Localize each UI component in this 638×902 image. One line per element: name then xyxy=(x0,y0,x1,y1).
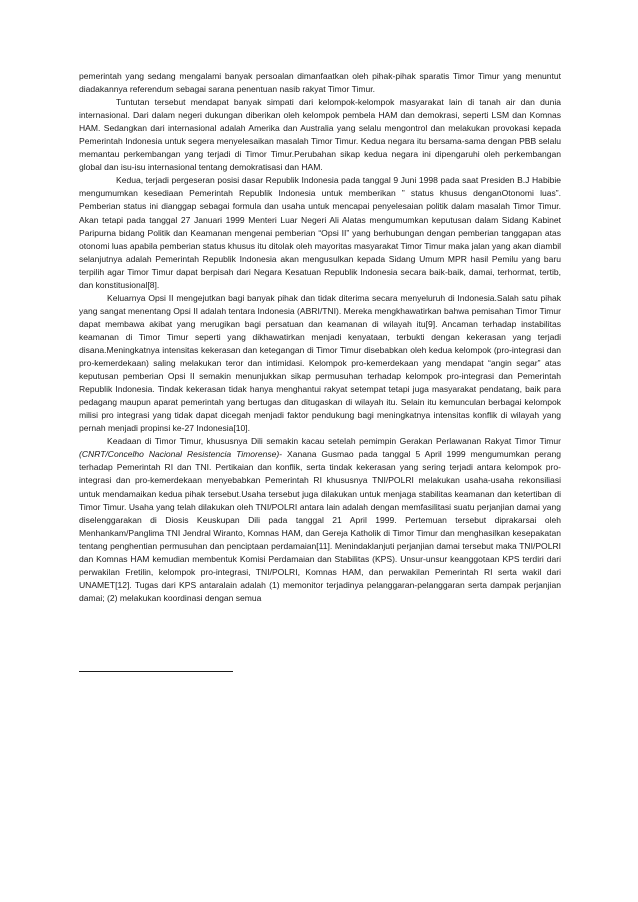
paragraph-text: pemerintah yang sedang mengalami banyak persoalan dimanfaatkan oleh pihak-pihak sparatis Timor Timur yang menuntut diadakannya referendum sebagai sarana penentuan nasib rakyat Timor Timur. xyxy=(79,71,561,95)
paragraph-1 xyxy=(79,70,561,96)
paragraph-3 xyxy=(79,174,561,291)
paragraph-text: Kedua, terjadi pergeseran posisi dasar Republik Indonesia pada tanggal 9 Juni 1998 pada saat Presiden B.J Habibie mengumumkan kesediaan Pemerintah Republik Indonesia untuk memberikan ” status khusus denganOtonomi luas”. Pemberian status ini dianggap sebagai formula dan usaha untuk mencapai penyelesaian politik dalam masalah Timor Timur. Akan tetapi pada tanggal 27 Januari 1999 Menteri Luar Negeri Ali Alatas mengumumkan keputusan dalam Sidang Kabinet Paripurna bidang Politik dan Keamanan mengenai pemberian “Opsi II” yang berhubungan dengan pemberian tanggapan atas otonomi luas apabila pemberian status khusus itu ditolak oleh mayoritas masyarakat Timor Timur maka jalan yang akan diambil selanjutnya adalah Pemerintah Republik Indonesia akan mengusulkan kepada Sidang Umum MPR hasil Pemilu yang baru terpilih agar Timor Timur dapat berpisah dari Negara Kesatuan Republik Indonesia secara baik-baik, damai, terhormat, tertib, dan konstitusional[8]. xyxy=(79,175,561,290)
paragraph-text: Keluarnya Opsi II mengejutkan bagi banyak pihak dan tidak diterima secara menyeluruh di Indonesia.Salah satu pihak yang sangat menentang Opsi II adalah tentara Indonesia (ABRI/TNI). Mereka mengkhawatirkan bahwa pemisahan Timor Timur dapat membawa akibat yang merugikan bagi persatuan dan keamanan di wilayah itu[9]. Ancaman terhadap instabilitas keamanan di Timor Timur seperti yang dikhawatirkan menjadi kenyataan, terbukti dengan kekerasan yang terjadi disana.Meningkatnya intensitas kekerasan dan ketegangan di Timor Timur disebabkan oleh kedua kelompok (pro-integrasi dan pro-kemerdekaan) saling melakukan teror dan intimidasi. Kelompok pro-kemerdekaan yang mendapat “angin segar” atas keputusan pemberian Opsi II semakin menunjukkan sikap permusuhan terhadap kelompok pro-integrasi dan Pemerintah Republik Indonesia. Tindak kekerasan tidak hanya menghantui rakyat setempat tetapi juga masyarakat pendatang, baik para pedagang maupun aparat pemerintah yang bertugas dan ditugaskan di wilayah itu. Selain itu kemunculan berbagai kelompok milisi pro integrasi yang tidak dapat dicegah menjadi faktor pendukung bagi meningkatnya intensitas konflik di wilayah yang pernah menjadi propinsi ke-27 Indonesia[10]. xyxy=(79,292,561,434)
italic-organization-name: (CNRT/Concelho Nacional Resistencia Timorense) xyxy=(79,449,280,460)
document-body xyxy=(79,70,561,605)
footnote-separator xyxy=(79,671,233,672)
paragraph-text: - Xanana Gusmao pada tanggal 5 April 1999 mengumumkan perang terhadap Pemerintah RI dan TNI. Pertikaian dan konflik, serta tindak kekerasan yang sering terjadi antara kelompok pro-integrasi dan pro-kemerdekaan menyebabkan Pemerintah RI khususnya TNI/POLRI melakukan usaha-usaha rekonsiliasi untuk mendamaikan kedua pihak tersebut.Usaha tersebut juga dilakukan untuk menjaga stabilitas keamanan dan ketertiban di Timor Timur. Usaha yang telah dilakukan oleh TNI/POLRI antara lain adalah dengan memfasilitasi suatu perjanjian damai yang diselenggarakan di Diosis Keuskupan Dili pada tanggal 21 April 1999. Pertemuan tersebut diprakarsai oleh Menhankam/Panglima TNI Jendral Wiranto, Komnas HAM, dan Gereja Katholik di Timor Timur dan menghasilkan kesepakatan tentang penghentian permusuhan dan penciptaan perdamaian[11]. Menindaklanjuti perjanjian damai tersebut maka TNI/POLRI dan Komnas HAM kemudian membentuk Komisi Perdamaian dan Stabilitas (KPS). Unsur-unsur keanggotaan KPS terdiri dari perwakilan Fretilin, kelompok pro-integrasi, TNI/POLRI, Komnas HAM, dan perwakilan Pemerintah RI serta wakil dari UNAMET[12]. Tugas dari KPS antaralain adalah (1) memonitor terjadinya pelanggaran-pelanggaran serta dampak perjanjian damai; (2) melakukan koordinasi dengan semua xyxy=(79,449,562,603)
paragraph-text: Keadaan di Timor Timur, khususnya Dili semakin kacau setelah pemimpin Gerakan Perlawanan Rakyat Timor Timur xyxy=(107,436,561,447)
paragraph-text: Tuntutan tersebut mendapat banyak simpati dari kelompok-kelompok masyarakat lain di tanah air dan dunia internasional. Dari dalam negeri dukungan diberikan oleh kelompok pembela HAM dan demokrasi, seperti LSM dan Komnas HAM. Sedangkan dari internasional adalah Amerika dan Australia yang selalu mengontrol dan melakukan provokasi kepada Pemerintah Indonesia untuk segera menyelesaikan masalah Timor Timur. Kedua negara itu bersama-sama dengan PBB selalu memantau perkembangan yang terjadi di Timor Timur.Perubahan sikap kedua negara ini dipengaruhi oleh perkembangan global dan isu-isu internasional tentang demokratisasi dan HAM. xyxy=(79,97,561,173)
paragraph-5 xyxy=(79,435,561,605)
paragraph-4 xyxy=(79,292,561,436)
paragraph-2 xyxy=(79,96,561,174)
